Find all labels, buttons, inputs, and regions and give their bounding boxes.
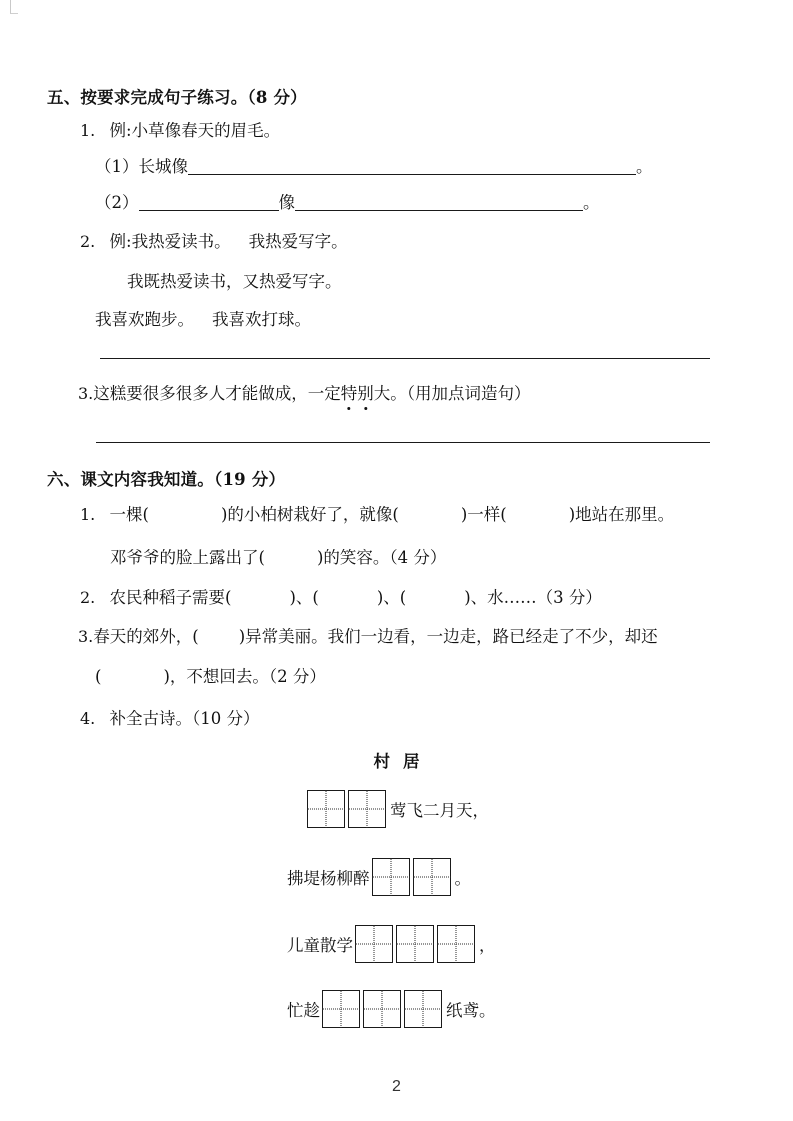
- section6-item3-line2-score: （2 分）: [268, 667, 326, 686]
- section5-item2-model-answer: [127, 273, 342, 292]
- section6-item1-text-b: )的小柏树栽好了，就像(: [220, 505, 399, 524]
- section5-item2-example2: 我热爱写字。: [248, 232, 348, 251]
- poem-line-2-boxes[interactable]: [372, 858, 451, 896]
- section5-item1-sub2-blank-b[interactable]: [295, 210, 583, 211]
- tianzige-box[interactable]: [396, 925, 434, 963]
- section6-item2-number: 2.: [80, 588, 96, 607]
- tianzige-box[interactable]: [355, 925, 393, 963]
- tianzige-box[interactable]: [437, 925, 475, 963]
- section-6-heading: [0, 466, 285, 490]
- section6-item1-text-d: )地站在那里。: [568, 505, 675, 524]
- section5-item2-answer-line[interactable]: [100, 358, 710, 359]
- section5-item2-model-answer-text: 我既热爱读书，又热爱写字。: [127, 272, 342, 291]
- poem-line-2-tail-text: 。: [454, 869, 471, 888]
- section6-item2-score: （3 分）: [536, 588, 602, 607]
- section6-item2: [80, 589, 602, 608]
- section6-item3-text-a: 春天的郊外，(: [93, 627, 199, 646]
- tianzige-box[interactable]: [363, 990, 401, 1028]
- poem-line-3-tail-text: ，: [479, 936, 496, 955]
- poem-line-4-boxes[interactable]: [322, 990, 442, 1028]
- section6-item4-number: 4.: [80, 709, 96, 728]
- poem-line-4: [287, 990, 496, 1028]
- tianzige-box[interactable]: [372, 858, 410, 896]
- section5-item2-number: 2.: [80, 232, 96, 251]
- section5-item1-sub2-end: 。: [583, 193, 600, 212]
- poem-line-3: [287, 925, 496, 963]
- section6-item3-line2: [95, 668, 326, 687]
- section6-item2-text-b: )、(: [289, 588, 319, 607]
- tianzige-box[interactable]: [404, 990, 442, 1028]
- section6-item3-line2-b: )，不想回去。: [163, 667, 269, 686]
- section5-item1-sub2-label: （2）: [95, 193, 139, 212]
- section6-item2-text-a: 农民种稻子需要(: [109, 588, 232, 607]
- section6-item1-line1: [80, 506, 674, 525]
- section5-item1-sub1-blank[interactable]: [188, 174, 636, 175]
- poem-line-4-tail-text: 纸鸢。: [446, 1001, 496, 1020]
- section6-item3-line1: [78, 628, 658, 647]
- section6-item1-text-a: 一棵(: [109, 505, 149, 524]
- section6-item1-number: 1.: [80, 505, 96, 524]
- poem-title-char-1: 村: [373, 752, 390, 771]
- section5-item2-prompt: [95, 311, 311, 330]
- section6-item1-text-c: )一样(: [460, 505, 507, 524]
- section6-item1-line2: [110, 549, 446, 568]
- section-5-heading: [0, 84, 307, 108]
- section5-item2-prompt-a: 我喜欢跑步。: [95, 310, 194, 329]
- poem-line-1-boxes[interactable]: [307, 790, 386, 828]
- poem-line-2: [287, 858, 471, 896]
- section-6-heading-label: 六、课文内容我知道。: [47, 470, 214, 489]
- poem-line-4-leading-text: 忙趁: [287, 1001, 320, 1020]
- section5-item3: [78, 385, 531, 404]
- section-5-heading-label: 五、按要求完成句子练习。: [47, 88, 248, 107]
- section6-item2-text-d: )、水……: [464, 588, 537, 607]
- section6-item4-score: （10 分）: [192, 709, 260, 728]
- section5-item1-number: 1.: [80, 121, 96, 140]
- section5-item1-sub1: [95, 158, 653, 177]
- section6-item2-text-c: )、(: [376, 588, 407, 607]
- section5-item3-answer-line[interactable]: [96, 442, 710, 443]
- page-number: 2: [392, 1078, 401, 1095]
- section5-item1: [80, 122, 280, 141]
- section5-item1-sub1-label: （1）长城像: [95, 157, 188, 176]
- poem-line-3-boxes[interactable]: [355, 925, 475, 963]
- tianzige-box[interactable]: [348, 790, 386, 828]
- section6-item4: [80, 710, 260, 729]
- tianzige-box[interactable]: [322, 990, 360, 1028]
- tianzige-box[interactable]: [413, 858, 451, 896]
- section-6-heading-score: （19 分）: [214, 470, 286, 489]
- section5-item3-text-before: 这糕要很多很多人才能做成，一定: [93, 384, 341, 403]
- section6-item4-label: 补全古诗。: [109, 709, 193, 728]
- poem-line-1: [307, 790, 489, 828]
- tianzige-box[interactable]: [307, 790, 345, 828]
- section6-item1-line2-b: )的笑容。: [316, 548, 390, 567]
- section6-item3-text-b: )异常美丽。我们一边看，一边走，路已经走了不少，却还: [238, 627, 658, 646]
- poem-line-1-trailing-text: 莺飞二月天，: [390, 801, 489, 820]
- section5-item3-emphasis-2: 别: [357, 384, 374, 403]
- poem-title-char-2: 居: [403, 752, 420, 771]
- poem-line-2-leading-text: 拂堤杨柳醉: [287, 869, 370, 888]
- section5-item2-prompt-b: 我喜欢打球。: [212, 310, 311, 329]
- section5-item3-text-after: 大。: [373, 384, 407, 403]
- page-corner-mark: [10, 0, 18, 14]
- section5-item2-example: 例:我热爱读书。: [109, 232, 231, 251]
- section6-item1-line2-score: （4 分）: [389, 548, 447, 567]
- section5-item3-emphasis-1: 特: [340, 384, 358, 403]
- section-5-heading-score: （8 分）: [247, 88, 307, 107]
- section6-item1-line2-a: 邓爷爷的脸上露出了(: [110, 548, 265, 567]
- section5-item3-instruction: （用加点词造句）: [406, 384, 531, 403]
- section5-item1-sub2-mid: 像: [278, 193, 295, 212]
- section5-item1-example: 例:小草像春天的眉毛。: [109, 121, 281, 140]
- section6-item3-line2-a: (: [95, 667, 102, 686]
- section5-item1-sub2-blank-a[interactable]: [139, 210, 279, 211]
- section5-item1-sub2: [95, 194, 600, 213]
- poem-line-3-leading-text: 儿童散学: [287, 936, 353, 955]
- section5-item2: [80, 233, 348, 252]
- section5-item3-number: 3.: [78, 384, 94, 403]
- section6-item3-number: 3.: [78, 627, 94, 646]
- poem-title: [0, 748, 793, 772]
- section5-item1-sub1-end: 。: [636, 157, 653, 176]
